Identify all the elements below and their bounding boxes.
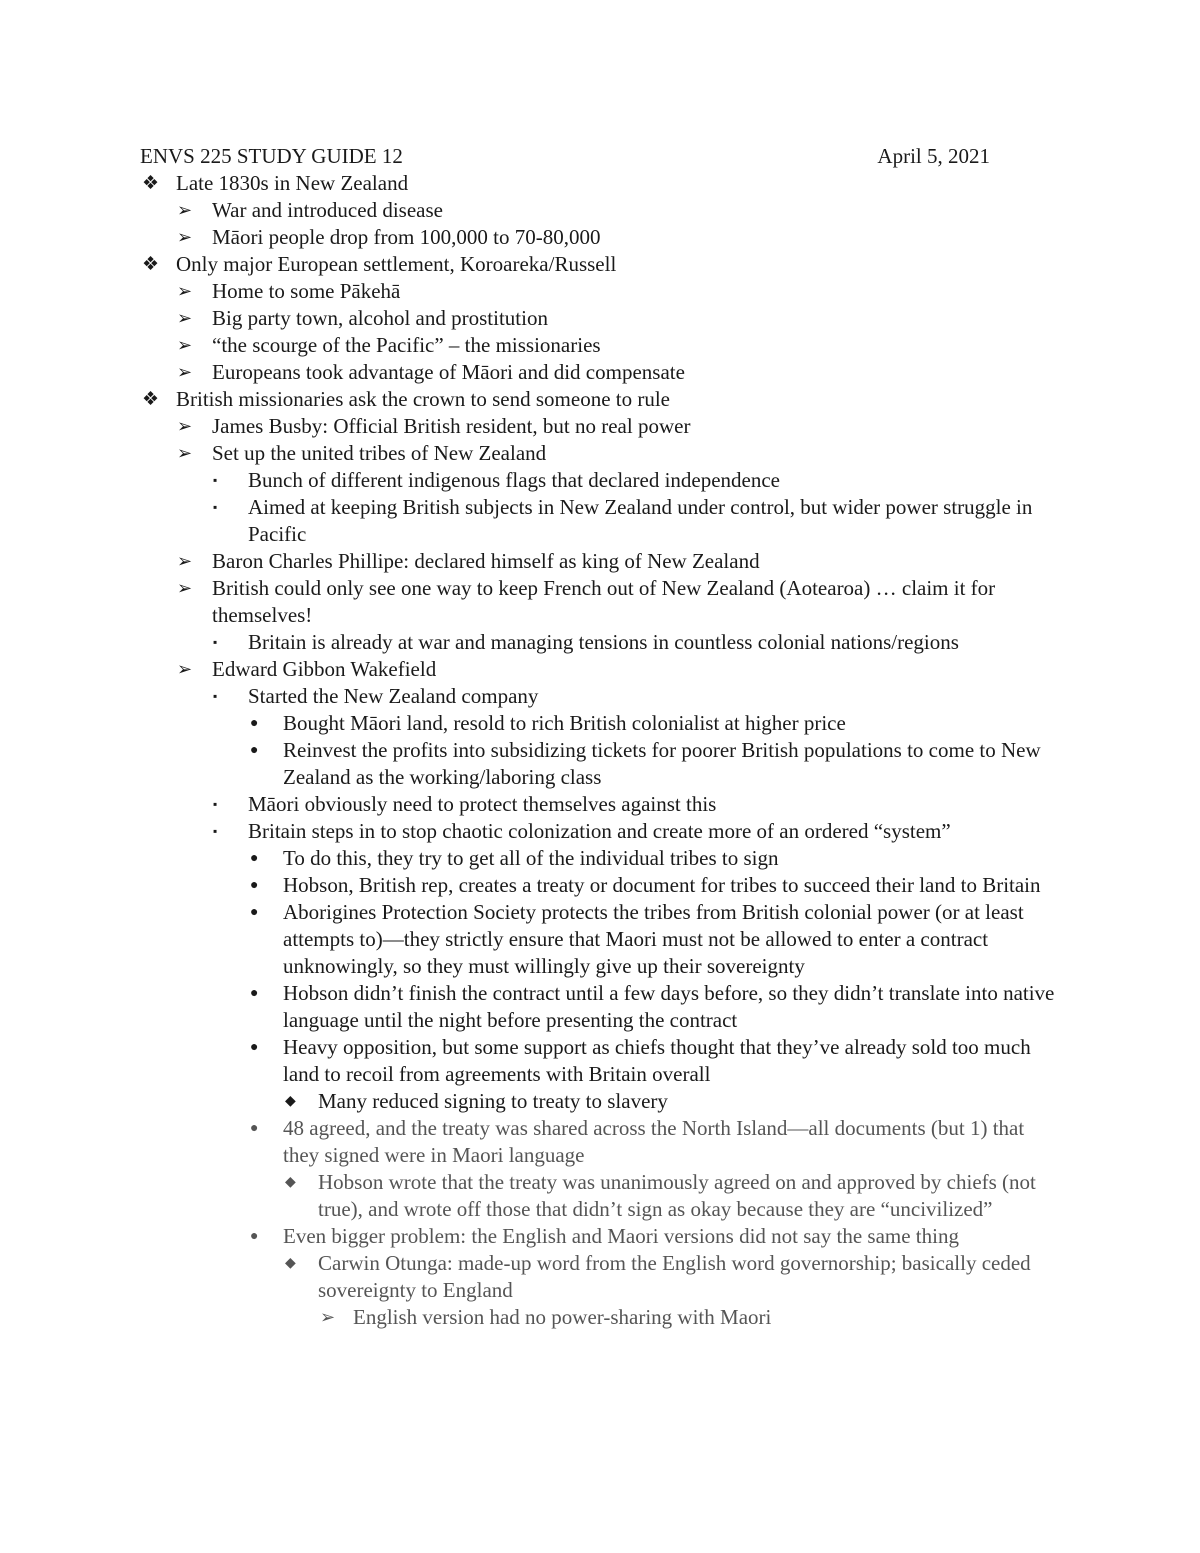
list-item-text: Bunch of different indigenous flags that declared independence xyxy=(248,468,781,492)
list-item xyxy=(140,899,1065,980)
dot-bullet-icon: ● xyxy=(250,716,259,731)
list-item-text: Hobson, British rep, creates a treaty or document for tribes to succeed their land to Britain xyxy=(283,873,1041,897)
list-item-text: British missionaries ask the crown to send someone to rule xyxy=(176,387,671,411)
list-item xyxy=(140,224,1065,251)
diamond-bullet-icon: ◆ xyxy=(285,1094,296,1109)
list-item-text: Started the New Zealand company xyxy=(248,684,539,708)
list-item-text: Home to some Pākehā xyxy=(212,279,401,303)
arrow-bullet-icon: ➢ xyxy=(320,1307,336,1327)
arrow-bullet-icon: ➢ xyxy=(177,227,193,247)
list-item xyxy=(140,278,1065,305)
list-item-text: Set up the united tribes of New Zealand xyxy=(212,441,547,465)
list-item xyxy=(140,683,1065,710)
list-item-text: Even bigger problem: the English and Maori versions did not say the same thing xyxy=(283,1224,959,1248)
list-item xyxy=(140,1115,1065,1169)
list-item-text: Reinvest the profits into subsidizing tickets for poorer British populations to come to New Zealand as the working/laboring class xyxy=(283,738,1041,789)
list-item-text: 48 agreed, and the treaty was shared across the North Island—all documents (but 1) that they signed were in Maori language xyxy=(283,1116,1025,1167)
dot-bullet-icon: ● xyxy=(250,743,259,758)
list-item xyxy=(140,737,1065,791)
list-item-text: Māori obviously need to protect themselves against this xyxy=(248,792,717,816)
dot-bullet-icon: ● xyxy=(250,1121,259,1136)
arrow-bullet-icon: ➢ xyxy=(177,308,193,328)
document-title: ENVS 225 STUDY GUIDE 12 xyxy=(140,144,403,168)
dot-bullet-icon: ● xyxy=(250,851,259,866)
list-item-text: To do this, they try to get all of the individual tribes to sign xyxy=(283,846,779,870)
list-item xyxy=(140,197,1065,224)
arrow-bullet-icon: ➢ xyxy=(177,416,193,436)
list-item xyxy=(140,1034,1065,1088)
square-bullet-icon: ▪ xyxy=(213,824,218,838)
list-item-text: Baron Charles Phillipe: declared himself as king of New Zealand xyxy=(212,549,760,573)
list-item xyxy=(140,548,1065,575)
list-item xyxy=(140,1088,1065,1115)
list-item-text: “the scourge of the Pacific” – the missionaries xyxy=(212,333,601,357)
list-item-text: Hobson wrote that the treaty was unanimously agreed on and approved by chiefs (not true), and wrote off those that didn’t sign as okay because they are “uncivilized” xyxy=(318,1170,1036,1221)
arrow-bullet-icon: ➢ xyxy=(177,443,193,463)
four-diamond-bullet-icon: ❖ xyxy=(142,173,160,194)
list-item xyxy=(140,575,1065,629)
list-item xyxy=(140,629,1065,656)
arrow-bullet-icon: ➢ xyxy=(177,200,193,220)
list-item xyxy=(140,818,1065,845)
arrow-bullet-icon: ➢ xyxy=(177,281,193,301)
list-item-text: Hobson didn’t finish the contract until a few days before, so they didn’t translate into native language until the night before presenting the contract xyxy=(283,981,1055,1032)
list-item-text: Edward Gibbon Wakefield xyxy=(212,657,437,681)
list-item xyxy=(140,791,1065,818)
list-item xyxy=(140,710,1065,737)
list-item-text: Bought Māori land, resold to rich British colonialist at higher price xyxy=(283,711,846,735)
diamond-bullet-icon: ◆ xyxy=(285,1256,296,1271)
list-item xyxy=(140,467,1065,494)
list-item-text: Carwin Otunga: made-up word from the English word governorship; basically ceded sovereignty to England xyxy=(318,1251,1031,1302)
dot-bullet-icon: ● xyxy=(250,986,259,1001)
dot-bullet-icon: ● xyxy=(250,878,259,893)
diamond-bullet-icon: ◆ xyxy=(285,1175,296,1190)
list-item xyxy=(140,980,1065,1034)
dot-bullet-icon: ● xyxy=(250,1229,259,1244)
dot-bullet-icon: ● xyxy=(250,1040,259,1055)
document-date: April 5, 2021 xyxy=(877,144,990,168)
dot-bullet-icon: ● xyxy=(250,905,259,920)
list-item-text: Britain steps in to stop chaotic colonization and create more of an ordered “system” xyxy=(248,819,951,843)
arrow-bullet-icon: ➢ xyxy=(177,578,193,598)
list-item xyxy=(140,251,1065,278)
list-item-text: Aborigines Protection Society protects the tribes from British colonial power (or at least attempts to)—they strictly ensure that Maori must not be allowed to enter a contract unknowingly, so they must willingly give up their sovereignty xyxy=(283,900,1024,978)
list-item xyxy=(140,440,1065,467)
list-item-text: Late 1830s in New Zealand xyxy=(176,171,409,195)
list-item-text: Only major European settlement, Koroareka/Russell xyxy=(176,252,617,276)
list-item xyxy=(140,1169,1065,1223)
list-item xyxy=(140,1250,1065,1304)
list-item-text: Aimed at keeping British subjects in New Zealand under control, but wider power struggle in Pacific xyxy=(248,495,1033,546)
square-bullet-icon: ▪ xyxy=(213,635,218,649)
list-item xyxy=(140,494,1065,548)
list-item xyxy=(140,386,1065,413)
list-item xyxy=(140,1304,1065,1331)
list-item-text: Big party town, alcohol and prostitution xyxy=(212,306,548,330)
list-item-text: Britain is already at war and managing tensions in countless colonial nations/regions xyxy=(248,630,959,654)
list-item xyxy=(140,656,1065,683)
list-item-text: James Busby: Official British resident, but no real power xyxy=(212,414,691,438)
arrow-bullet-icon: ➢ xyxy=(177,551,193,571)
list-item xyxy=(140,305,1065,332)
study-notes xyxy=(140,170,1065,1331)
arrow-bullet-icon: ➢ xyxy=(177,362,193,382)
list-item-text: English version had no power-sharing with Maori xyxy=(353,1305,772,1329)
square-bullet-icon: ▪ xyxy=(213,473,218,487)
document-header xyxy=(140,143,990,171)
list-item xyxy=(140,359,1065,386)
list-item-text: War and introduced disease xyxy=(212,198,443,222)
arrow-bullet-icon: ➢ xyxy=(177,335,193,355)
square-bullet-icon: ▪ xyxy=(213,500,218,514)
list-item xyxy=(140,845,1065,872)
four-diamond-bullet-icon: ❖ xyxy=(142,254,160,275)
square-bullet-icon: ▪ xyxy=(213,797,218,811)
four-diamond-bullet-icon: ❖ xyxy=(142,389,160,410)
list-item xyxy=(140,413,1065,440)
list-item xyxy=(140,170,1065,197)
list-item-text: Māori people drop from 100,000 to 70-80,000 xyxy=(212,225,601,249)
list-item-text: Heavy opposition, but some support as chiefs thought that they’ve already sold too much land to recoil from agreements with Britain overall xyxy=(283,1035,1031,1086)
list-item-text: Europeans took advantage of Māori and did compensate xyxy=(212,360,685,384)
arrow-bullet-icon: ➢ xyxy=(177,659,193,679)
list-item-text: British could only see one way to keep French out of New Zealand (Aotearoa) … claim it for themselves! xyxy=(212,576,996,627)
list-item xyxy=(140,1223,1065,1250)
list-item xyxy=(140,872,1065,899)
list-item-text: Many reduced signing to treaty to slavery xyxy=(318,1089,668,1113)
list-item xyxy=(140,332,1065,359)
square-bullet-icon: ▪ xyxy=(213,689,218,703)
